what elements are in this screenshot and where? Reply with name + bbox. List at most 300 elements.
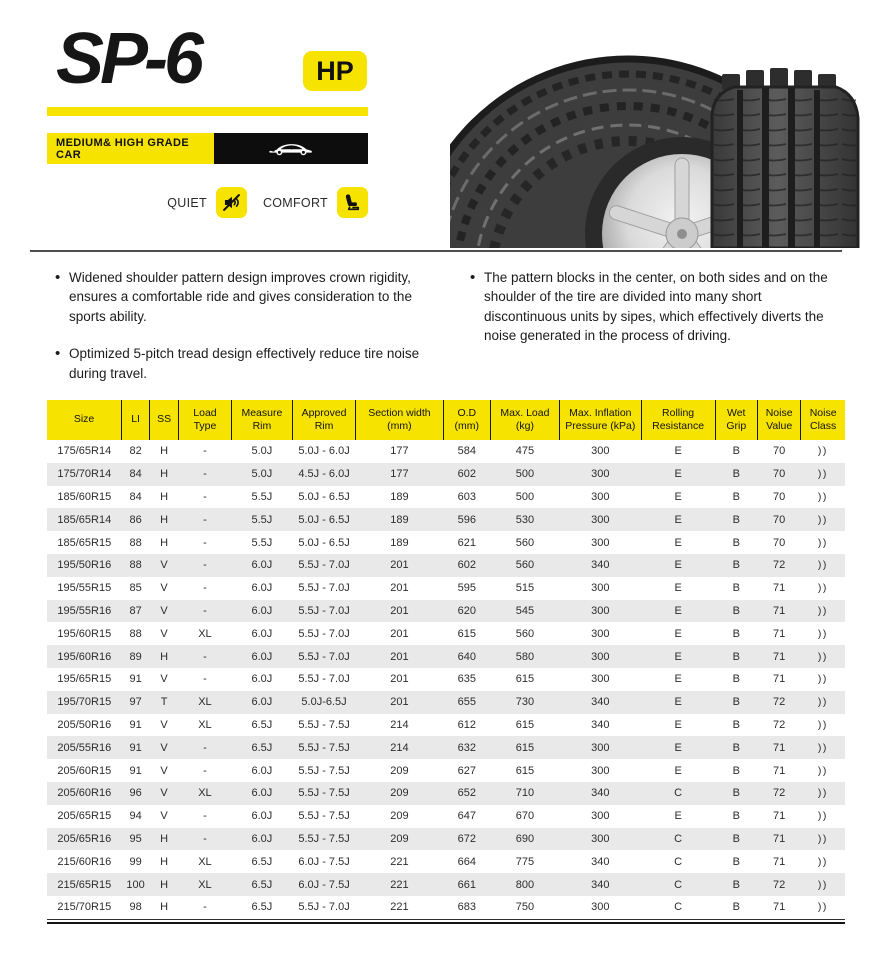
table-cell: 596 (457, 513, 476, 526)
noise-class-sound-wave-icon: )) (817, 468, 828, 481)
feature-bullets (55, 268, 847, 401)
table-cell: 201 (390, 604, 409, 617)
table-cell: H (160, 878, 169, 891)
table-cell: 5.0J - 6.5J (298, 536, 350, 549)
table-row (47, 577, 845, 600)
table-cell: 652 (457, 787, 476, 800)
table-bottom-rule (47, 919, 845, 924)
hp-badge: HP (303, 51, 367, 91)
table-cell: B (732, 901, 740, 914)
table-cell: 5.5J - 7.0J (298, 604, 350, 617)
table-cell: XL (198, 787, 212, 800)
table-cell: 5.5J - 7.5J (298, 810, 350, 823)
table-cell: 595 (457, 582, 476, 595)
table-cell: 300 (591, 445, 610, 458)
table-cell: H (160, 901, 169, 914)
table-cell: E (674, 445, 682, 458)
table-cell: - (203, 832, 207, 845)
table-cell: - (203, 445, 207, 458)
table-cell: XL (198, 878, 212, 891)
table-cell: 71 (773, 673, 786, 686)
table-cell: 72 (773, 559, 786, 572)
table-cell: - (203, 513, 207, 526)
table-cell: 205/55R16 (57, 741, 112, 754)
table-cell: 209 (390, 764, 409, 777)
table-cell: 72 (773, 696, 786, 709)
header-row (47, 400, 845, 440)
table-cell: 175/65R14 (57, 445, 112, 458)
table-cell: 603 (457, 490, 476, 503)
table-cell: 6.5J (251, 878, 273, 891)
table-row (47, 554, 845, 577)
noise-class-sound-wave-icon: )) (817, 764, 828, 777)
table-row (47, 440, 845, 463)
table-cell: 6.5J (251, 741, 273, 754)
table-cell: - (203, 468, 207, 481)
table-cell: 6.0J (251, 810, 273, 823)
table-cell: E (674, 696, 682, 709)
noise-class-sound-wave-icon: )) (817, 650, 828, 663)
table-cell: 475 (515, 445, 535, 458)
noise-class-sound-wave-icon: )) (817, 582, 828, 595)
table-cell: E (674, 468, 682, 481)
table-cell: 340 (591, 855, 610, 868)
table-cell: C (674, 787, 683, 800)
table-cell: 5.5J - 7.5J (298, 764, 350, 777)
table-cell: 340 (591, 787, 610, 800)
table-cell: 95 (129, 832, 142, 845)
bullets-left-column (55, 268, 451, 401)
bullets-right-column (470, 268, 847, 401)
table-cell: 215/70R15 (57, 901, 112, 914)
table-cell: E (674, 741, 682, 754)
table-cell: 775 (515, 855, 535, 868)
noise-class-sound-wave-icon: )) (817, 673, 828, 686)
table-cell: 205/60R16 (57, 787, 112, 800)
table-cell: H (160, 468, 169, 481)
table-cell: E (674, 764, 682, 777)
table-cell: V (160, 673, 168, 686)
table-cell: 580 (515, 650, 535, 663)
table-cell: 71 (773, 627, 786, 640)
table-row (47, 486, 845, 509)
table-cell: 5.0J - 6.0J (298, 445, 350, 458)
table-cell: 620 (457, 604, 476, 617)
table-cell: 300 (591, 901, 610, 914)
table-cell: 500 (515, 468, 535, 481)
table-cell: 97 (129, 696, 142, 709)
quiet-label: QUIET (167, 195, 207, 210)
table-cell: 195/55R15 (57, 582, 112, 595)
table-cell: - (203, 604, 207, 617)
table-cell: V (160, 764, 168, 777)
table-cell: 5.5J - 7.5J (298, 718, 350, 731)
table-cell: 6.0J - 7.5J (298, 878, 350, 891)
table-cell: - (203, 490, 207, 503)
table-cell: 615 (457, 627, 476, 640)
table-cell: XL (198, 696, 212, 709)
noise-class-sound-wave-icon: )) (817, 878, 828, 891)
table-cell: E (674, 810, 682, 823)
table-cell: B (732, 696, 740, 709)
table-cell: 340 (591, 559, 610, 572)
table-row (47, 850, 845, 873)
segment-label: MEDIUM& HIGH GRADE CAR (47, 133, 214, 164)
table-cell: 5.5J - 7.0J (298, 650, 350, 663)
table-cell: 655 (457, 696, 476, 709)
table-cell: 94 (129, 810, 142, 823)
table-cell: 177 (390, 468, 409, 481)
table-cell: 70 (773, 536, 786, 549)
column-header: Size (47, 400, 122, 440)
feature-row (47, 187, 368, 218)
table-cell: 72 (773, 718, 786, 731)
table-cell: 6.0J (251, 673, 273, 686)
table-cell: 6.5J (251, 855, 273, 868)
table-cell: 70 (773, 513, 786, 526)
table-cell: 6.0J (251, 650, 273, 663)
table-cell: 89 (129, 650, 142, 663)
table-cell: B (732, 536, 740, 549)
table-cell: 5.5J - 7.0J (298, 901, 350, 914)
table-cell: V (160, 718, 168, 731)
recliner-seat-icon (337, 187, 368, 218)
table-cell: 5.0J-6.5J (301, 696, 347, 709)
table-cell: C (674, 901, 683, 914)
table-row (47, 600, 845, 623)
table-cell: XL (198, 718, 212, 731)
table-cell: B (732, 559, 740, 572)
table-cell: 710 (515, 787, 535, 800)
table-row (47, 645, 845, 668)
spec-table (47, 400, 845, 919)
table-cell: 84 (129, 490, 142, 503)
segment-band (47, 133, 368, 164)
table-cell: 214 (390, 741, 409, 754)
table-cell: B (732, 650, 740, 663)
table-cell: 85 (129, 582, 142, 595)
table-cell: 500 (515, 490, 535, 503)
table-cell: 71 (773, 764, 786, 777)
table-cell: 205/50R16 (57, 718, 112, 731)
table-cell: C (674, 855, 683, 868)
column-header: Noise Class (801, 400, 845, 440)
table-cell: - (203, 810, 207, 823)
table-cell: B (732, 810, 740, 823)
table-cell: V (160, 627, 168, 640)
table-cell: 560 (515, 536, 535, 549)
table-cell: 300 (591, 673, 610, 686)
table-cell: 201 (390, 559, 409, 572)
table-cell: 615 (515, 673, 535, 686)
table-cell: H (160, 832, 169, 845)
table-cell: 189 (390, 513, 409, 526)
spec-table-section (47, 400, 845, 924)
table-cell: V (160, 810, 168, 823)
table-cell: B (732, 787, 740, 800)
table-cell: E (674, 536, 682, 549)
column-header: Wet Grip (715, 400, 758, 440)
table-cell: 602 (457, 468, 476, 481)
table-cell: 6.0J - 7.5J (298, 855, 350, 868)
noise-class-sound-wave-icon: )) (817, 810, 828, 823)
table-cell: 201 (390, 582, 409, 595)
table-cell: 72 (773, 787, 786, 800)
column-header: SS (150, 400, 179, 440)
table-cell: 300 (591, 832, 610, 845)
table-cell: 87 (129, 604, 142, 617)
table-cell: 88 (129, 559, 142, 572)
table-cell: 221 (390, 901, 409, 914)
table-cell: 530 (515, 513, 535, 526)
table-cell: E (674, 673, 682, 686)
table-cell: 70 (773, 490, 786, 503)
table-cell: 6.0J (251, 787, 273, 800)
table-cell: H (160, 536, 169, 549)
table-cell: - (203, 741, 207, 754)
table-cell: 209 (390, 832, 409, 845)
table-cell: B (732, 855, 740, 868)
table-cell: 205/60R15 (57, 764, 112, 777)
table-cell: 621 (457, 536, 476, 549)
table-cell: E (674, 559, 682, 572)
noise-class-sound-wave-icon: )) (817, 513, 828, 526)
table-cell: 340 (591, 718, 610, 731)
table-cell: 91 (129, 764, 142, 777)
table-cell: 86 (129, 513, 142, 526)
table-cell: H (160, 490, 169, 503)
table-cell: 185/65R15 (57, 536, 112, 549)
table-cell: 300 (591, 604, 610, 617)
table-cell: 6.0J (251, 604, 273, 617)
table-cell: 98 (129, 901, 142, 914)
table-row (47, 531, 845, 554)
noise-class-sound-wave-icon: )) (817, 741, 828, 754)
table-cell: 201 (390, 650, 409, 663)
table-cell: 84 (129, 468, 142, 481)
table-cell: 201 (390, 627, 409, 640)
table-cell: 71 (773, 650, 786, 663)
table-cell: - (203, 559, 207, 572)
table-cell: H (160, 855, 169, 868)
tire-photo (450, 16, 860, 248)
table-cell: E (674, 490, 682, 503)
table-cell: E (674, 650, 682, 663)
table-cell: V (160, 559, 168, 572)
table-cell: 185/65R14 (57, 513, 112, 526)
table-cell: 71 (773, 855, 786, 868)
table-cell: B (732, 673, 740, 686)
table-cell: 632 (457, 741, 476, 754)
table-cell: 672 (457, 832, 476, 845)
table-cell: 201 (390, 673, 409, 686)
table-cell: 5.5J - 7.5J (298, 787, 350, 800)
tire-illustration (450, 16, 860, 248)
sedan-car-icon (214, 133, 368, 164)
table-cell: 584 (457, 445, 476, 458)
column-header: Max. Load (kg) (490, 400, 559, 440)
table-row (47, 759, 845, 782)
table-row (47, 828, 845, 851)
table-cell: 100 (126, 878, 145, 891)
bullet-item: • The pattern blocks in the center, on both sides and on the shoulder of the tire are divided into many short discontinuous units by sipes, which effectively diverts the noise generated in the process of driving. (470, 268, 847, 346)
table-cell: 627 (457, 764, 476, 777)
table-cell: 88 (129, 627, 142, 640)
column-header: Approved Rim (292, 400, 355, 440)
column-header: Section width (mm) (356, 400, 443, 440)
noise-class-sound-wave-icon: )) (817, 445, 828, 458)
noise-class-sound-wave-icon: )) (817, 604, 828, 617)
table-cell: 6.0J (251, 559, 273, 572)
table-cell: 195/50R16 (57, 559, 112, 572)
table-cell: 5.0J (251, 445, 273, 458)
table-cell: 560 (515, 627, 535, 640)
table-cell: 70 (773, 468, 786, 481)
table-cell: 189 (390, 490, 409, 503)
table-cell: 615 (515, 741, 535, 754)
table-row (47, 805, 845, 828)
table-cell: 340 (591, 696, 610, 709)
right-tire (712, 68, 858, 248)
muted-speaker-icon (216, 187, 247, 218)
table-row (47, 668, 845, 691)
noise-class-sound-wave-icon: )) (817, 627, 828, 640)
table-cell: 70 (773, 445, 786, 458)
table-row (47, 508, 845, 531)
noise-class-sound-wave-icon: )) (817, 696, 828, 709)
table-cell: XL (198, 627, 212, 640)
table-cell: 670 (515, 810, 535, 823)
noise-class-sound-wave-icon: )) (817, 559, 828, 572)
accent-rule (47, 107, 368, 116)
table-cell: 5.5J - 7.5J (298, 741, 350, 754)
noise-class-sound-wave-icon: )) (817, 536, 828, 549)
table-cell: E (674, 718, 682, 731)
table-cell: 300 (591, 764, 610, 777)
table-cell: 750 (515, 901, 535, 914)
table-cell: 340 (591, 878, 610, 891)
table-cell: 800 (515, 878, 535, 891)
table-row (47, 736, 845, 759)
table-cell: 640 (457, 650, 476, 663)
table-cell: 195/65R15 (57, 673, 112, 686)
table-cell: 71 (773, 741, 786, 754)
table-cell: 300 (591, 468, 610, 481)
table-cell: 615 (515, 764, 535, 777)
noise-class-sound-wave-icon: )) (817, 490, 828, 503)
table-cell: 91 (129, 673, 142, 686)
table-cell: B (732, 718, 740, 731)
table-cell: - (203, 901, 207, 914)
table-cell: 300 (591, 490, 610, 503)
table-cell: B (732, 468, 740, 481)
table-row (47, 714, 845, 737)
table-cell: 545 (515, 604, 535, 617)
table-cell: 4.5J - 6.0J (298, 468, 350, 481)
table-cell: 71 (773, 604, 786, 617)
table-cell: V (160, 741, 168, 754)
table-cell: C (674, 832, 683, 845)
table-cell: 300 (591, 741, 610, 754)
table-cell: B (732, 764, 740, 777)
table-cell: 209 (390, 810, 409, 823)
table-row (47, 622, 845, 645)
table-cell: B (732, 741, 740, 754)
table-cell: B (732, 604, 740, 617)
table-cell: 635 (457, 673, 476, 686)
table-cell: 5.0J - 6.5J (298, 490, 350, 503)
table-cell: 612 (457, 718, 476, 731)
column-header: Measure Rim (231, 400, 292, 440)
table-row (47, 873, 845, 896)
table-cell: E (674, 627, 682, 640)
table-cell: 6.5J (251, 901, 273, 914)
table-cell: V (160, 787, 168, 800)
table-cell: 300 (591, 810, 610, 823)
table-cell: 300 (591, 513, 610, 526)
table-cell: 96 (129, 787, 142, 800)
table-cell: B (732, 627, 740, 640)
table-row (47, 691, 845, 714)
table-cell: 5.5J (251, 536, 273, 549)
noise-class-sound-wave-icon: )) (817, 855, 828, 868)
table-row (47, 782, 845, 805)
noise-class-sound-wave-icon: )) (817, 787, 828, 800)
table-cell: 214 (390, 718, 409, 731)
column-header: LI (122, 400, 150, 440)
table-cell: 205/65R15 (57, 810, 112, 823)
table-cell: 221 (390, 878, 409, 891)
table-cell: 177 (390, 445, 409, 458)
section-divider (30, 250, 842, 252)
noise-class-sound-wave-icon: )) (817, 901, 828, 914)
table-cell: 201 (390, 696, 409, 709)
table-cell: V (160, 604, 168, 617)
column-header: Load Type (179, 400, 232, 440)
table-cell: 515 (515, 582, 535, 595)
table-cell: 195/60R15 (57, 627, 112, 640)
table-cell: V (160, 582, 168, 595)
table-cell: 71 (773, 810, 786, 823)
table-cell: 683 (457, 901, 476, 914)
table-cell: C (674, 878, 683, 891)
table-cell: 6.0J (251, 696, 273, 709)
table-cell: 91 (129, 718, 142, 731)
table-cell: 300 (591, 536, 610, 549)
table-cell: 690 (515, 832, 535, 845)
table-cell: 615 (515, 718, 535, 731)
table-cell: 300 (591, 627, 610, 640)
comfort-label: COMFORT (262, 195, 328, 210)
column-header: O.D (mm) (443, 400, 490, 440)
table-cell: 215/65R15 (57, 878, 112, 891)
table-cell: 72 (773, 878, 786, 891)
table-cell: 5.0J (251, 468, 273, 481)
table-cell: 195/70R15 (57, 696, 112, 709)
table-row (47, 896, 845, 919)
table-cell: 6.0J (251, 832, 273, 845)
table-cell: E (674, 582, 682, 595)
table-cell: 5.5J (251, 513, 273, 526)
table-cell: 5.5J - 7.0J (298, 559, 350, 572)
table-cell: 88 (129, 536, 142, 549)
table-cell: 195/60R16 (57, 650, 112, 663)
table-cell: 185/60R15 (57, 490, 112, 503)
table-cell: 730 (515, 696, 535, 709)
table-cell: 300 (591, 582, 610, 595)
table-cell: B (732, 878, 740, 891)
table-cell: B (732, 513, 740, 526)
